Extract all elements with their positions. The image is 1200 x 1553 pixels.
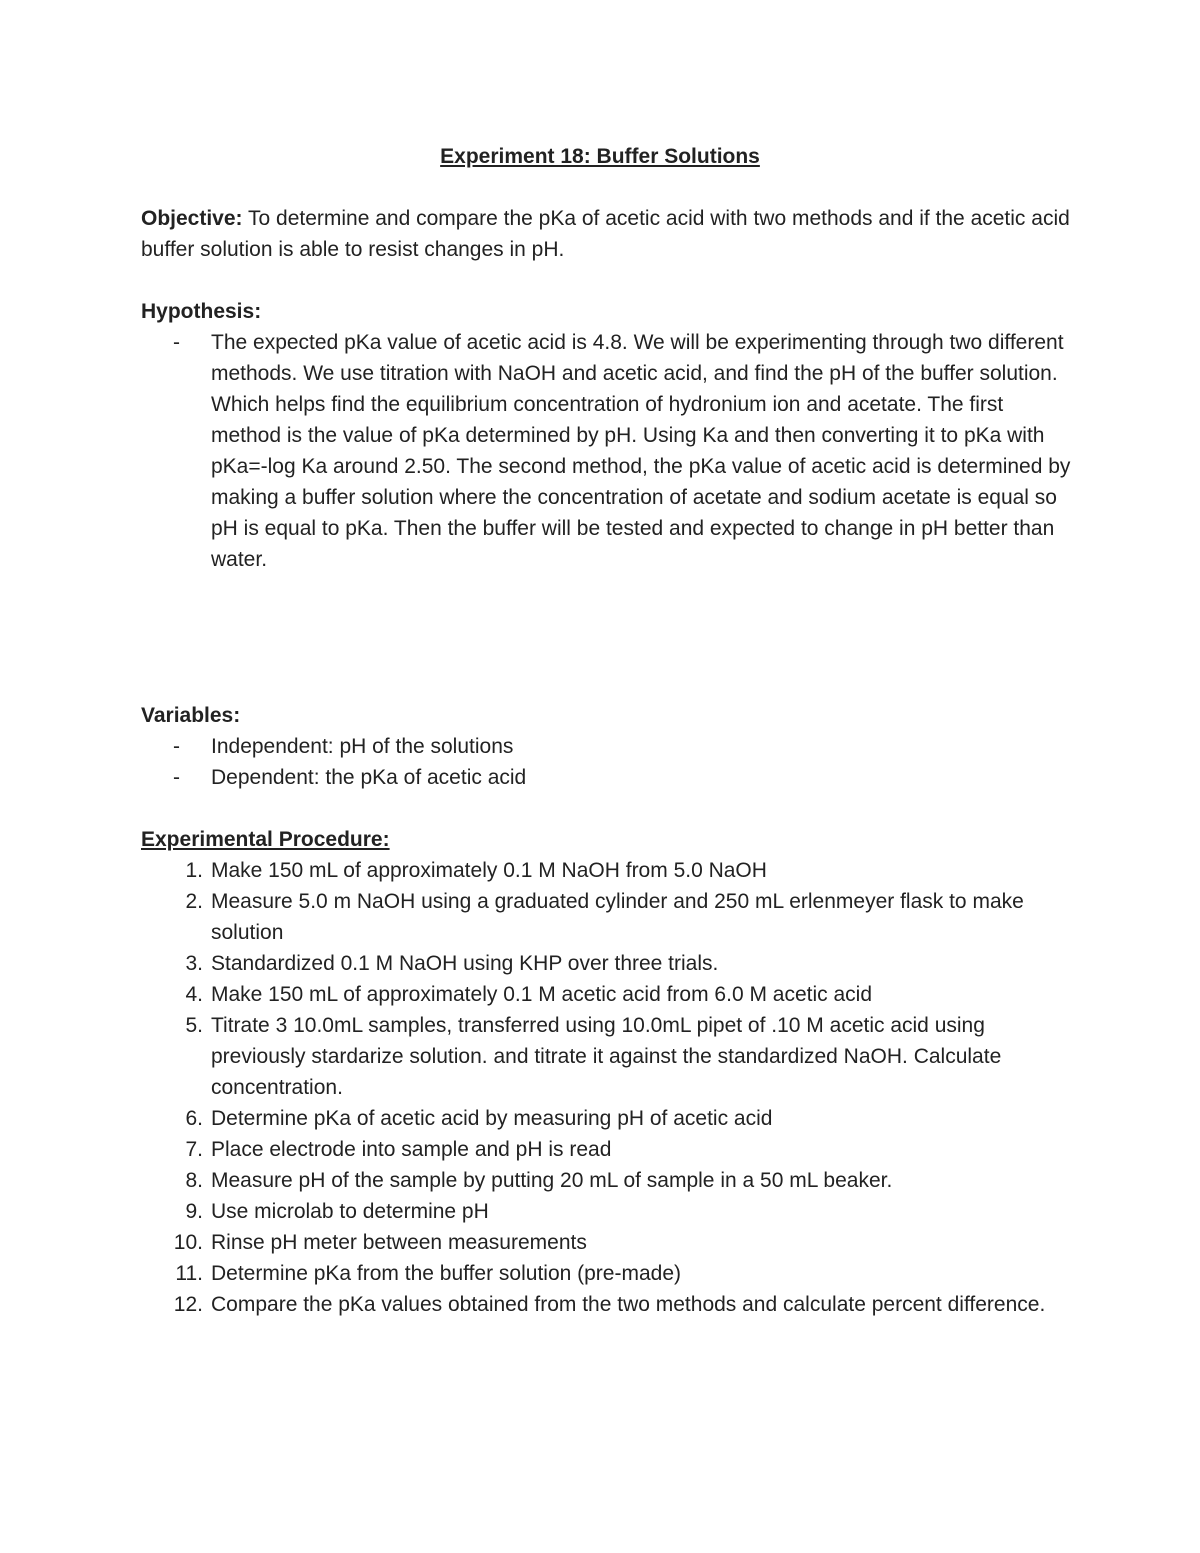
procedure-step xyxy=(141,1289,1071,1320)
objective-text: To determine and compare the pKa of acetic acid with two methods and if the acetic acid buffer solution is able to resist changes in pH. xyxy=(141,207,1070,261)
step-text: Measure 5.0 m NaOH using a graduated cylinder and 250 mL erlenmeyer flask to make solution xyxy=(211,890,1024,944)
variable-text: Dependent: the pKa of acetic acid xyxy=(211,766,527,789)
variable-independent xyxy=(141,731,1071,762)
hypothesis-item xyxy=(141,327,1071,575)
step-number: 11. xyxy=(175,1262,203,1285)
procedure-step xyxy=(141,1134,1071,1165)
variables-section xyxy=(141,700,1071,793)
step-number: 9. xyxy=(185,1200,203,1223)
step-text: Standardized 0.1 M NaOH using KHP over three trials. xyxy=(211,952,719,975)
step-number: 2. xyxy=(185,890,203,913)
step-text: Compare the pKa values obtained from the two methods and calculate percent difference. xyxy=(211,1293,1046,1316)
step-text: Use microlab to determine pH xyxy=(211,1200,489,1223)
step-number: 5. xyxy=(185,1014,203,1037)
step-text: Place electrode into sample and pH is read xyxy=(211,1138,612,1161)
page-title: Experiment 18: Buffer Solutions xyxy=(440,145,760,168)
variables-heading: Variables: xyxy=(141,704,241,727)
step-number: 1. xyxy=(185,859,203,882)
step-number: 12. xyxy=(173,1293,203,1316)
step-text: Determine pKa of acetic acid by measuring pH of acetic acid xyxy=(211,1107,773,1130)
step-text: Make 150 mL of approximately 0.1 M acetic acid from 6.0 M acetic acid xyxy=(211,983,873,1006)
variable-dependent xyxy=(141,762,1071,793)
objective-label: Objective: xyxy=(141,207,243,230)
procedure-step xyxy=(141,1103,1071,1134)
hypothesis-list xyxy=(141,327,1071,575)
variables-list xyxy=(141,731,1071,793)
hypothesis-text: The expected pKa value of acetic acid is 4.8. We will be experimenting through two different methods. We use titration with NaOH and acetic acid, and find the pH of the buffer solution. Which helps find the equilibrium concentration of hydronium ion and acetate. The first method is the value of pKa determined by pH. Using Ka and then converting it to pKa with pKa=-log Ka around 2.50. The second method, the pKa value of acetic acid is determined by making a buffer solution where the concentration of acetate and sodium acetate is equal so pH is equal to pKa. Then the buffer will be tested and expected to change in pH better than water. xyxy=(211,331,1071,571)
procedure-step xyxy=(141,1165,1071,1196)
hypothesis-section xyxy=(141,296,1071,575)
procedure-step xyxy=(141,1196,1071,1227)
dash-marker: - xyxy=(173,331,180,354)
step-number: 10. xyxy=(173,1231,203,1254)
procedure-step xyxy=(141,1010,1071,1103)
dash-marker: - xyxy=(173,766,180,789)
objective-section xyxy=(141,203,1071,265)
procedure-step xyxy=(141,979,1071,1010)
procedure-section xyxy=(141,824,1071,1320)
step-number: 4. xyxy=(185,983,203,1006)
procedure-step xyxy=(141,948,1071,979)
step-text: Titrate 3 10.0mL samples, transferred using 10.0mL pipet of .10 M acetic acid using previously stardarize solution. and titrate it against the standardized NaOH. Calculate concentration. xyxy=(211,1014,1002,1099)
hypothesis-heading: Hypothesis: xyxy=(141,300,262,323)
procedure-list xyxy=(141,855,1071,1320)
step-text: Measure pH of the sample by putting 20 mL of sample in a 50 mL beaker. xyxy=(211,1169,893,1192)
step-text: Rinse pH meter between measurements xyxy=(211,1231,587,1254)
dash-marker: - xyxy=(173,735,180,758)
step-number: 6. xyxy=(185,1107,203,1130)
step-text: Make 150 mL of approximately 0.1 M NaOH from 5.0 NaOH xyxy=(211,859,767,882)
step-text: Determine pKa from the buffer solution (pre-made) xyxy=(211,1262,681,1285)
variable-text: Independent: pH of the solutions xyxy=(211,735,514,758)
procedure-step xyxy=(141,886,1071,948)
procedure-step xyxy=(141,1227,1071,1258)
procedure-step xyxy=(141,1258,1071,1289)
procedure-heading: Experimental Procedure: xyxy=(141,828,390,851)
procedure-step xyxy=(141,855,1071,886)
step-number: 8. xyxy=(185,1169,203,1192)
step-number: 7. xyxy=(185,1138,203,1161)
step-number: 3. xyxy=(185,952,203,975)
